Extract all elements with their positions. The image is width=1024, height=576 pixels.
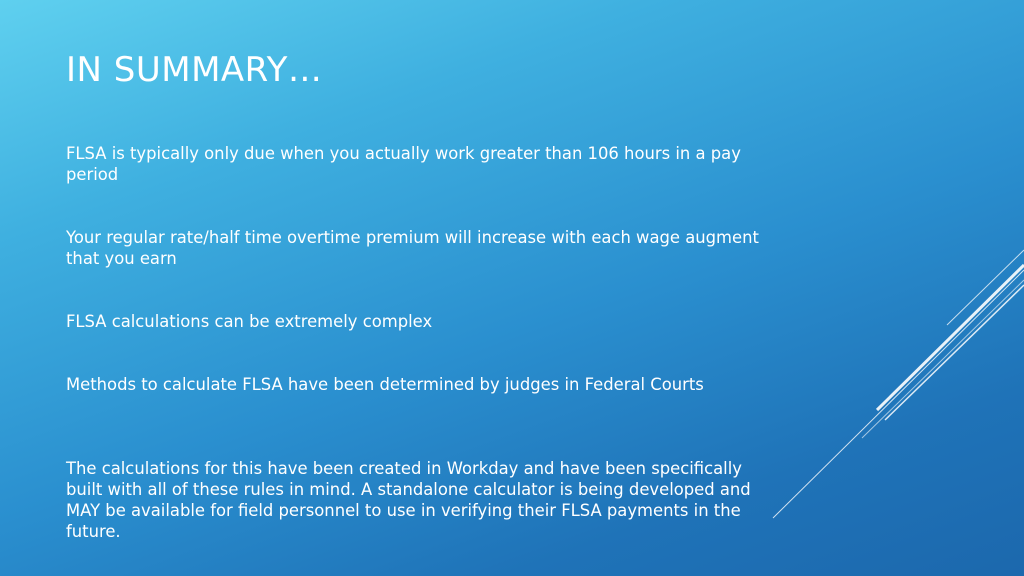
decorative-line <box>877 265 1024 410</box>
decorative-line <box>947 250 1024 325</box>
bullet-item: Your regular rate/half time overtime premium will increase with each wage augment that you earn <box>66 228 759 268</box>
decorative-line <box>885 285 1024 420</box>
bullet-item: Methods to calculate FLSA have been determined by judges in Federal Courts <box>66 375 704 394</box>
slide-title: IN SUMMARY… <box>66 50 323 90</box>
bullet-item: FLSA is typically only due when you actually work greater than 106 hours in a pay period <box>66 144 741 184</box>
decorative-line <box>862 280 1024 438</box>
bullet-item: FLSA calculations can be extremely complex <box>66 312 433 331</box>
bullet-item: The calculations for this have been created in Workday and have been specifically built with all of these rules in mind. A standalone calculator is being developed and MAY be available for field personnel to use in verifying their FLSA payments in the future. <box>66 459 751 541</box>
decorative-line <box>773 270 1024 518</box>
